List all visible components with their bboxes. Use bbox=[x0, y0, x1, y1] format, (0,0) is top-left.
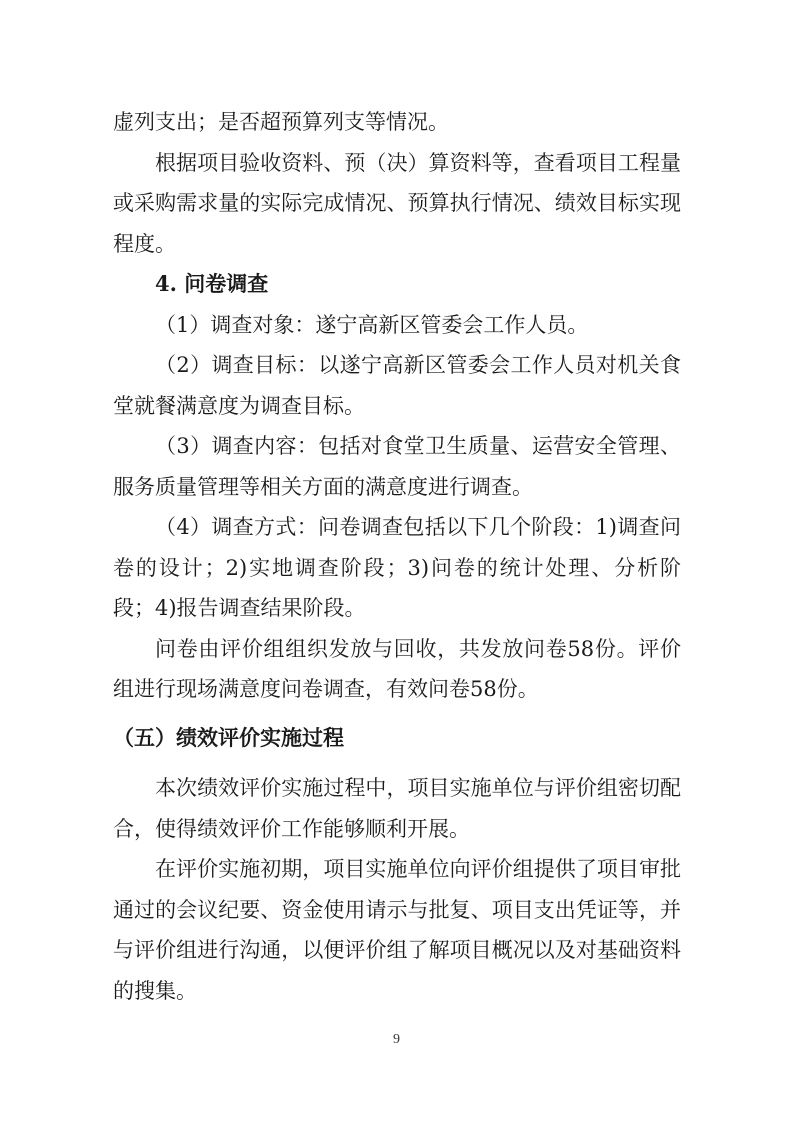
paragraph-continuation: 虚列支出；是否超预算列支等情况。 bbox=[113, 110, 449, 134]
heading-evaluation-process: （五）绩效评价实施过程 bbox=[113, 724, 344, 750]
paragraph-review-basis: 根据项目验收资料、预（决）算资料等，查看项目工程量或采购需求量的实际完成情况、预算执行情况、绩效目标实现程度。 bbox=[113, 150, 681, 256]
heading-questionnaire: 4. 问卷调查 bbox=[155, 271, 269, 296]
item-survey-content: （3）调查内容：包括对食堂卫生质量、运营安全管理、服务质量管理等相关方面的满意度进行调查。 bbox=[113, 434, 681, 499]
document-page bbox=[113, 102, 681, 1011]
paragraph-questionnaire-count: 问卷由评价组组织发放与回收，共发放问卷58份。评价组进行现场满意度问卷调查，有效问卷58份。 bbox=[113, 636, 681, 701]
item-survey-target: （1）调查对象：遂宁高新区管委会工作人员。 bbox=[155, 312, 589, 337]
paragraph-initial-phase: 在评价实施初期，项目实施单位向评价组提供了项目审批通过的会议纪要、资金使用请示与批复、项目支出凭证等，并与评价组进行沟通，以便评价组了解项目概况以及对基础资料的搜集。 bbox=[113, 857, 681, 1003]
paragraph-cooperation: 本次绩效评价实施过程中，项目实施单位与评价组密切配合，使得绩效评价工作能够顺利开展。 bbox=[113, 776, 681, 841]
item-survey-goal: （2）调查目标：以遂宁高新区管委会工作人员对机关食堂就餐满意度为调查目标。 bbox=[113, 353, 681, 418]
page-number: 9 bbox=[393, 1032, 400, 1047]
item-survey-method: （4）调查方式：问卷调查包括以下几个阶段：1)调查问卷的设计；2)实地调查阶段；3)问卷的统计处理、分析阶段；4)报告调查结果阶段。 bbox=[113, 515, 681, 620]
